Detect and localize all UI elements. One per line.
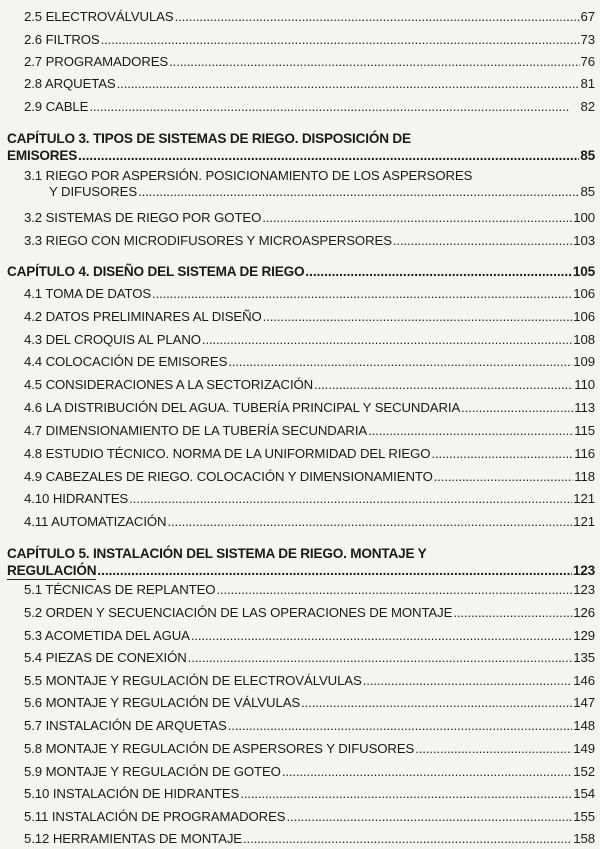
- toc-entry-label: 5.7 INSTALACIÓN DE ARQUETAS: [24, 718, 227, 733]
- leader-dots: [301, 695, 572, 711]
- toc-entry[interactable]: [24, 423, 595, 439]
- toc-entry-label: 4.8 ESTUDIO TÉCNICO. NORMA DE LA UNIFORMIDAD DEL RIEGO: [24, 446, 431, 461]
- toc-entry-label: 2.7 PROGRAMADORES: [24, 54, 169, 69]
- toc-entry-page: 100: [573, 210, 595, 225]
- chapter-heading[interactable]: [7, 263, 595, 280]
- toc-entry-label: 4.9 CABEZALES DE RIEGO. COLOCACIÓN Y DIMENSIONAMIENTO: [24, 469, 433, 484]
- toc-entry-label: 5.12 HERRAMIENTAS DE MONTAJE: [24, 831, 243, 846]
- toc-entry[interactable]: [24, 9, 595, 25]
- toc-entry-label: 2.6 FILTROS: [24, 32, 100, 47]
- toc-entry-page: 158: [573, 831, 595, 846]
- leader-dots: [461, 400, 573, 416]
- toc-entry-label: 5.11 INSTALACIÓN DE PROGRAMADORES: [24, 809, 286, 824]
- toc-entry[interactable]: [24, 400, 595, 416]
- toc-entry-page: 148: [573, 718, 595, 733]
- toc-entry-page: 82: [580, 99, 595, 114]
- leader-dots: [314, 377, 573, 393]
- leader-dots: [228, 718, 573, 734]
- leader-dots: [393, 233, 572, 249]
- leader-dots: [152, 286, 572, 302]
- leader-dots: [129, 491, 572, 507]
- chapter-heading[interactable]: [7, 130, 595, 164]
- toc-entry-page: 146: [573, 673, 595, 688]
- toc-entry-label: 5.4 PIEZAS DE CONEXIÓN: [24, 650, 187, 665]
- toc-entry-label: 3.2 SISTEMAS DE RIEGO POR GOTEO: [24, 210, 262, 225]
- toc-entry-page: 67: [580, 9, 595, 24]
- toc-entry-page: 121: [573, 514, 595, 529]
- toc-entry-label: 4.3 DEL CROQUIS AL PLANO: [24, 332, 201, 347]
- leader-dots: [262, 210, 572, 226]
- toc-entry[interactable]: [24, 168, 595, 200]
- leader-dots: [78, 147, 579, 164]
- toc-entry-page: 116: [574, 446, 595, 461]
- toc-entry[interactable]: [24, 628, 595, 644]
- leader-dots: [287, 809, 573, 825]
- toc-entry-label: 4.10 HIDRANTES: [24, 491, 129, 506]
- toc-entry[interactable]: [24, 605, 595, 621]
- toc-entry-page: 135: [573, 650, 595, 665]
- toc-entry-page: 73: [580, 32, 595, 47]
- toc-entry-page: 154: [573, 786, 595, 801]
- leader-dots: [101, 32, 580, 48]
- toc-entry[interactable]: [24, 514, 595, 530]
- toc-entry-label: 3.1 RIEGO POR ASPERSIÓN. POSICIONAMIENTO DE LOS ASPERSORES: [24, 168, 473, 183]
- toc-entry-label: 4.11 AUTOMATIZACIÓN: [24, 514, 167, 529]
- leader-dots: [89, 99, 579, 115]
- toc-entry-label: 5.3 ACOMETIDA DEL AGUA: [24, 628, 190, 643]
- toc-entry-label: 2.8 ARQUETAS: [24, 76, 116, 91]
- toc-entry-page: 118: [574, 469, 595, 484]
- chapter-page: 123: [572, 563, 595, 578]
- toc-entry[interactable]: [24, 99, 595, 115]
- toc-entry-page: 106: [573, 286, 595, 301]
- toc-entry[interactable]: [24, 446, 595, 462]
- toc-entry[interactable]: [24, 332, 595, 348]
- toc-entry-label: 4.5 CONSIDERACIONES A LA SECTORIZACIÓN: [24, 377, 314, 392]
- toc-entry[interactable]: [24, 650, 595, 666]
- leader-dots: [175, 9, 580, 25]
- toc-entry-page: 108: [573, 332, 595, 347]
- toc-entry-label: 5.9 MONTAJE Y REGULACIÓN DE GOTEO: [24, 764, 281, 779]
- leader-dots: [305, 263, 572, 280]
- chapter-title-line: CAPÍTULO 4. DISEÑO DEL SISTEMA DE RIEGO: [7, 264, 305, 279]
- toc-entry[interactable]: [24, 286, 595, 302]
- toc-entry-label: 5.10 INSTALACIÓN DE HIDRANTES: [24, 786, 240, 801]
- toc-entry[interactable]: [24, 786, 595, 802]
- toc-entry-page: 113: [574, 400, 595, 415]
- toc-entry-label: 5.8 MONTAJE Y REGULACIÓN DE ASPERSORES Y DIFUSORES: [24, 741, 415, 756]
- toc-entry[interactable]: [24, 377, 595, 393]
- leader-dots: [415, 741, 572, 757]
- leader-dots: [117, 76, 580, 92]
- toc-entry-page: 129: [573, 628, 595, 643]
- toc-entry-page: 115: [574, 423, 595, 438]
- toc-entry-label: 4.4 COLOCACIÓN DE EMISORES: [24, 354, 228, 369]
- toc-entry-label: 3.3 RIEGO CON MICRODIFUSORES Y MICROASPERSORES: [24, 233, 392, 248]
- leader-dots: [282, 764, 572, 780]
- leader-dots: [216, 582, 572, 598]
- toc-entry-page: 85: [580, 184, 595, 199]
- toc-entry-page: 109: [573, 354, 595, 369]
- toc-entry[interactable]: [24, 233, 595, 249]
- toc-entry[interactable]: [24, 210, 595, 226]
- leader-dots: [228, 354, 572, 370]
- chapter-title-line: CAPÍTULO 5. INSTALACIÓN DEL SISTEMA DE RIEGO. MONTAJE Y: [7, 546, 427, 561]
- toc-entry-page: 123: [573, 582, 595, 597]
- leader-dots: [434, 469, 574, 485]
- leader-dots: [453, 605, 572, 621]
- leader-dots: [167, 514, 572, 530]
- leader-dots: [188, 650, 573, 666]
- leader-dots: [169, 54, 579, 70]
- chapter-heading[interactable]: [7, 545, 595, 580]
- toc-entry-page: 147: [573, 695, 595, 710]
- toc-entry[interactable]: [24, 309, 595, 325]
- toc-entry-label: 4.1 TOMA DE DATOS: [24, 286, 152, 301]
- chapter-page: 105: [572, 264, 595, 279]
- leader-dots: [363, 673, 573, 689]
- toc-entry-page: 103: [573, 233, 595, 248]
- toc-entry-label: 4.7 DIMENSIONAMIENTO DE LA TUBERÍA SECUNDARIA: [24, 423, 368, 438]
- chapter-title-line: EMISORES: [7, 148, 78, 163]
- chapter-page: 85: [580, 148, 595, 163]
- leader-dots: [191, 628, 572, 644]
- toc-entry-page: 149: [573, 741, 595, 756]
- leader-dots: [202, 332, 572, 348]
- toc-entry[interactable]: [24, 32, 595, 48]
- leader-dots: [263, 309, 573, 325]
- leader-dots: [368, 423, 573, 439]
- leader-dots: [243, 831, 572, 847]
- chapter-title-line: REGULACIÓN: [7, 563, 97, 578]
- toc-entry-label: 4.6 LA DISTRIBUCIÓN DEL AGUA. TUBERÍA PRINCIPAL Y SECUNDARIA: [24, 400, 461, 415]
- toc-entry[interactable]: [24, 582, 595, 598]
- toc-entry[interactable]: [24, 76, 595, 92]
- toc-entry-page: 152: [573, 764, 595, 779]
- toc-entry[interactable]: [24, 809, 595, 825]
- toc-entry-page: 76: [580, 54, 595, 69]
- toc-entry-page: 110: [574, 377, 595, 392]
- toc-entry[interactable]: [24, 741, 595, 757]
- toc-entry-label: 2.5 ELECTROVÁLVULAS: [24, 9, 174, 24]
- toc-entry[interactable]: [24, 491, 595, 507]
- chapter-title-line: CAPÍTULO 3. TIPOS DE SISTEMAS DE RIEGO. DISPOSICIÓN DE: [7, 131, 411, 146]
- toc-entry-label: 5.1 TÉCNICAS DE REPLANTEO: [24, 582, 216, 597]
- leader-dots: [138, 184, 579, 200]
- toc-entry[interactable]: [24, 695, 595, 711]
- toc-entry[interactable]: [24, 354, 595, 370]
- leader-dots: [97, 562, 572, 579]
- toc-entry-label: Y DIFUSORES: [49, 184, 138, 199]
- toc-entry[interactable]: [24, 718, 595, 734]
- toc-entry[interactable]: [24, 831, 595, 847]
- toc-entry[interactable]: [24, 54, 595, 70]
- toc-entry-label: 5.5 MONTAJE Y REGULACIÓN DE ELECTROVÁLVULAS: [24, 673, 362, 688]
- toc-entry-label: 2.9 CABLE: [24, 99, 89, 114]
- toc-entry-label: 4.2 DATOS PRELIMINARES AL DISEÑO: [24, 309, 262, 324]
- toc-entry-page: 155: [573, 809, 595, 824]
- leader-dots: [240, 786, 572, 802]
- leader-dots: [431, 446, 573, 462]
- toc-entry-page: 81: [580, 76, 595, 91]
- toc-entry[interactable]: [24, 673, 595, 689]
- toc-entry-label: 5.6 MONTAJE Y REGULACIÓN DE VÁLVULAS: [24, 695, 301, 710]
- toc-entry-page: 106: [573, 309, 595, 324]
- toc-entry-page: 126: [573, 605, 595, 620]
- toc-entry-label: 5.2 ORDEN Y SECUENCIACIÓN DE LAS OPERACIONES DE MONTAJE: [24, 605, 453, 620]
- toc-entry-page: 121: [573, 491, 595, 506]
- toc-entry[interactable]: [24, 764, 595, 780]
- toc-entry[interactable]: [24, 469, 595, 485]
